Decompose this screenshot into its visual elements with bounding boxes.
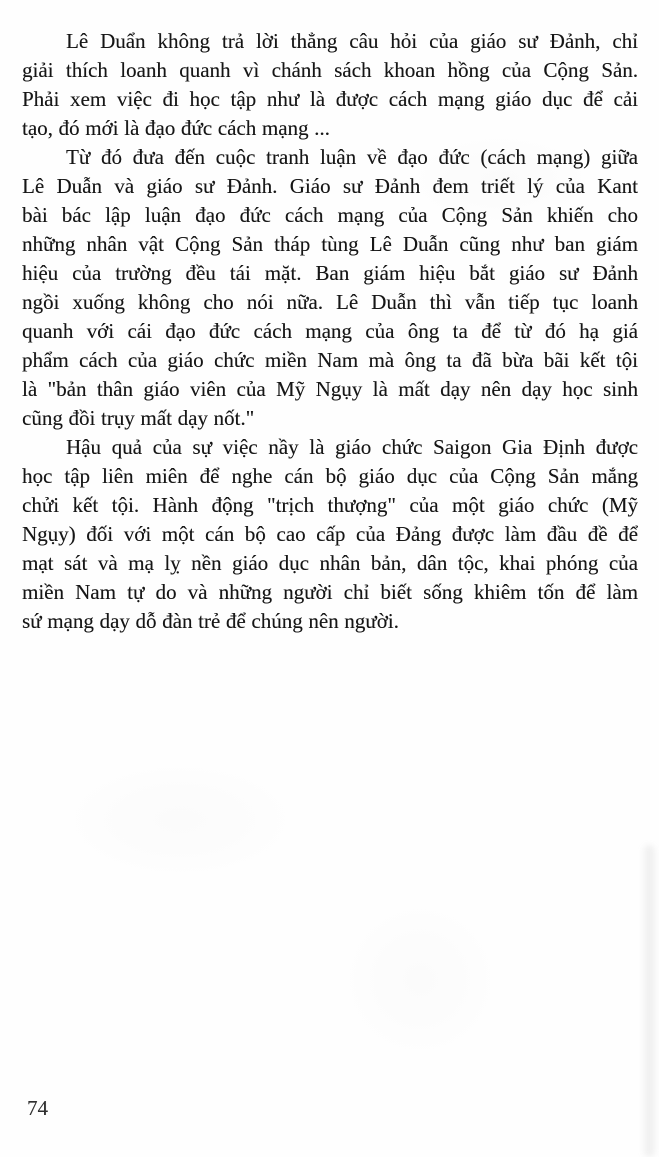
text-line: học tập liên miên để nghe cán bộ giáo dục của Cộng Sản mắng bbox=[22, 464, 638, 488]
body-text bbox=[22, 27, 638, 636]
text-line: là "bản thân giáo viên của Mỹ Ngụy là mất dạy nên dạy học sinh bbox=[22, 377, 638, 401]
paragraph bbox=[22, 143, 638, 433]
text-line: cũng đồi trụy mất dạy nốt." bbox=[22, 406, 255, 430]
text-line: giải thích loanh quanh vì chánh sách khoan hồng của Cộng Sản. bbox=[22, 58, 638, 82]
text-line: quanh với cái đạo đức cách mạng của ông ta để từ đó hạ giá bbox=[22, 319, 638, 343]
text-line: hiệu của trường đều tái mặt. Ban giám hiệu bắt giáo sư Đảnh bbox=[22, 261, 638, 285]
text-line: Phải xem việc đi học tập như là được cách mạng giáo dục để cải bbox=[22, 87, 638, 111]
text-line: Từ đó đưa đến cuộc tranh luận về đạo đức (cách mạng) giữa bbox=[66, 145, 638, 169]
text-line: chửi kết tội. Hành động "trịch thượng" của một giáo chức (Mỹ bbox=[22, 493, 638, 517]
text-line: Lê Duẫn và giáo sư Đảnh. Giáo sư Đảnh đem triết lý của Kant bbox=[22, 174, 638, 198]
text-line: mạt sát và mạ lỵ nền giáo dục nhân bản, dân tộc, khai phóng của bbox=[22, 551, 638, 575]
text-line: Hậu quả của sự việc nầy là giáo chức Saigon Gia Định được bbox=[66, 435, 638, 459]
paragraph bbox=[22, 433, 638, 636]
text-line: Lê Duẩn không trả lời thẳng câu hỏi của giáo sư Đảnh, chỉ bbox=[66, 29, 638, 53]
text-line: phẩm cách của giáo chức miền Nam mà ông ta đã bừa bãi kết tội bbox=[22, 348, 638, 372]
text-line: tạo, đó mới là đạo đức cách mạng ... bbox=[22, 116, 330, 140]
paragraph bbox=[22, 27, 638, 143]
text-line: miền Nam tự do và những người chỉ biết sống khiêm tốn để làm bbox=[22, 580, 638, 604]
text-line: Ngụy) đối với một cán bộ cao cấp của Đảng được làm đầu đề để bbox=[22, 522, 638, 546]
text-line: những nhân vật Cộng Sản tháp tùng Lê Duẫn cũng như ban giám bbox=[22, 232, 638, 256]
page-number: 74 bbox=[27, 1096, 48, 1120]
text-line: bài bác lập luận đạo đức cách mạng của Cộng Sản khiến cho bbox=[22, 203, 638, 227]
text-line: sứ mạng dạy dỗ đàn trẻ để chúng nên người. bbox=[22, 609, 399, 633]
text-line: ngồi xuống không cho nói nữa. Lê Duẫn thì vẫn tiếp tục loanh bbox=[22, 290, 638, 314]
scan-edge-smudge bbox=[641, 845, 656, 1157]
